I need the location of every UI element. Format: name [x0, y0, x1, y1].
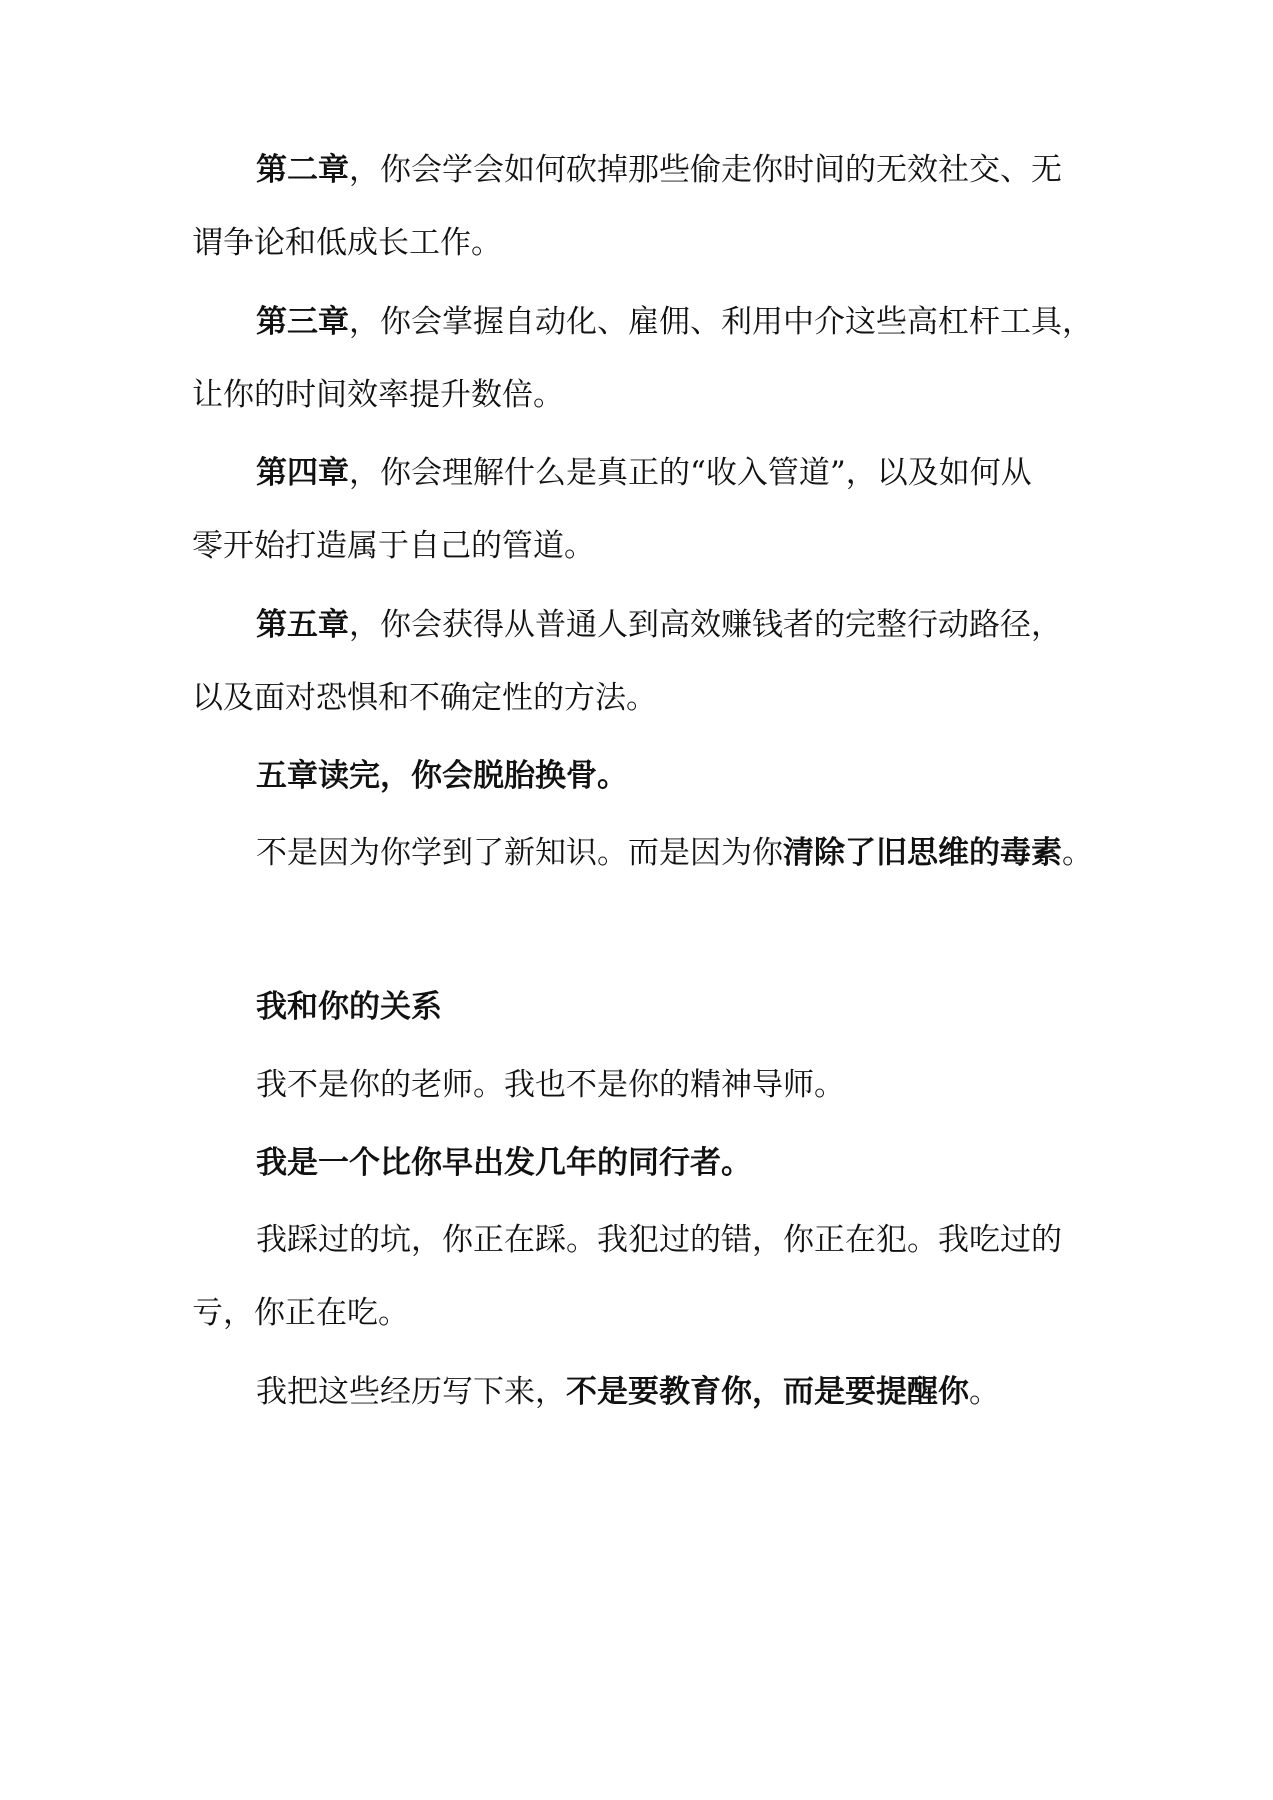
remind-emphasis: 不是要教育你，而是要提醒你 — [566, 1374, 969, 1410]
chapter-3-line-2: 让你的时间效率提升数倍。 — [192, 377, 564, 413]
chapter-5-line-1 — [0, 603, 1273, 647]
summary-paragraph: 五章读完，你会脱胎换骨。 — [256, 758, 628, 794]
chapter-5-text: ，你会获得从普通人到高效赚钱者的完整行动路径， — [349, 607, 1062, 643]
chapter-2-line-1 — [0, 148, 1273, 192]
remind-end: 。 — [969, 1374, 1000, 1410]
teacher-paragraph: 我不是你的老师。我也不是你的精神导师。 — [256, 1067, 845, 1103]
remind-text: 我把这些经历写下来， — [256, 1374, 566, 1410]
section-title: 我和你的关系 — [256, 989, 442, 1025]
reason-paragraph — [0, 831, 1273, 875]
reason-text: 不是因为你学到了新知识。而是因为你 — [256, 835, 783, 871]
reason-emphasis: 清除了旧思维的毒素 — [783, 835, 1062, 871]
chapter-2-line-2: 谓争论和低成长工作。 — [192, 225, 502, 261]
chapter-2-heading: 第二章 — [256, 152, 349, 188]
chapter-5-line-2: 以及面对恐惧和不确定性的方法。 — [192, 680, 657, 716]
chapter-3-text: ，你会掌握自动化、雇佣、利用中介这些高杠杆工具， — [349, 304, 1093, 340]
chapter-5-heading: 第五章 — [256, 607, 349, 643]
chapter-2-text: ，你会学会如何砍掉那些偷走你时间的无效社交、无 — [349, 152, 1062, 188]
chapter-3-heading: 第三章 — [256, 304, 349, 340]
reason-end: 。 — [1062, 835, 1093, 871]
chapter-3-line-1 — [0, 300, 1273, 344]
remind-paragraph — [0, 1370, 1273, 1414]
chapter-4-line-1 — [0, 451, 1273, 495]
chapter-4-line-2: 零开始打造属于自己的管道。 — [192, 528, 595, 564]
chapter-4-heading: 第四章 — [256, 455, 349, 491]
companion-paragraph: 我是一个比你早出发几年的同行者。 — [256, 1145, 752, 1181]
chapter-4-text: ，你会理解什么是真正的“收入管道”，以及如何从 — [349, 455, 1032, 491]
pits-paragraph-line-2: 亏，你正在吃。 — [192, 1295, 409, 1331]
pits-paragraph-line-1: 我踩过的坑，你正在踩。我犯过的错，你正在犯。我吃过的 — [256, 1222, 1062, 1258]
